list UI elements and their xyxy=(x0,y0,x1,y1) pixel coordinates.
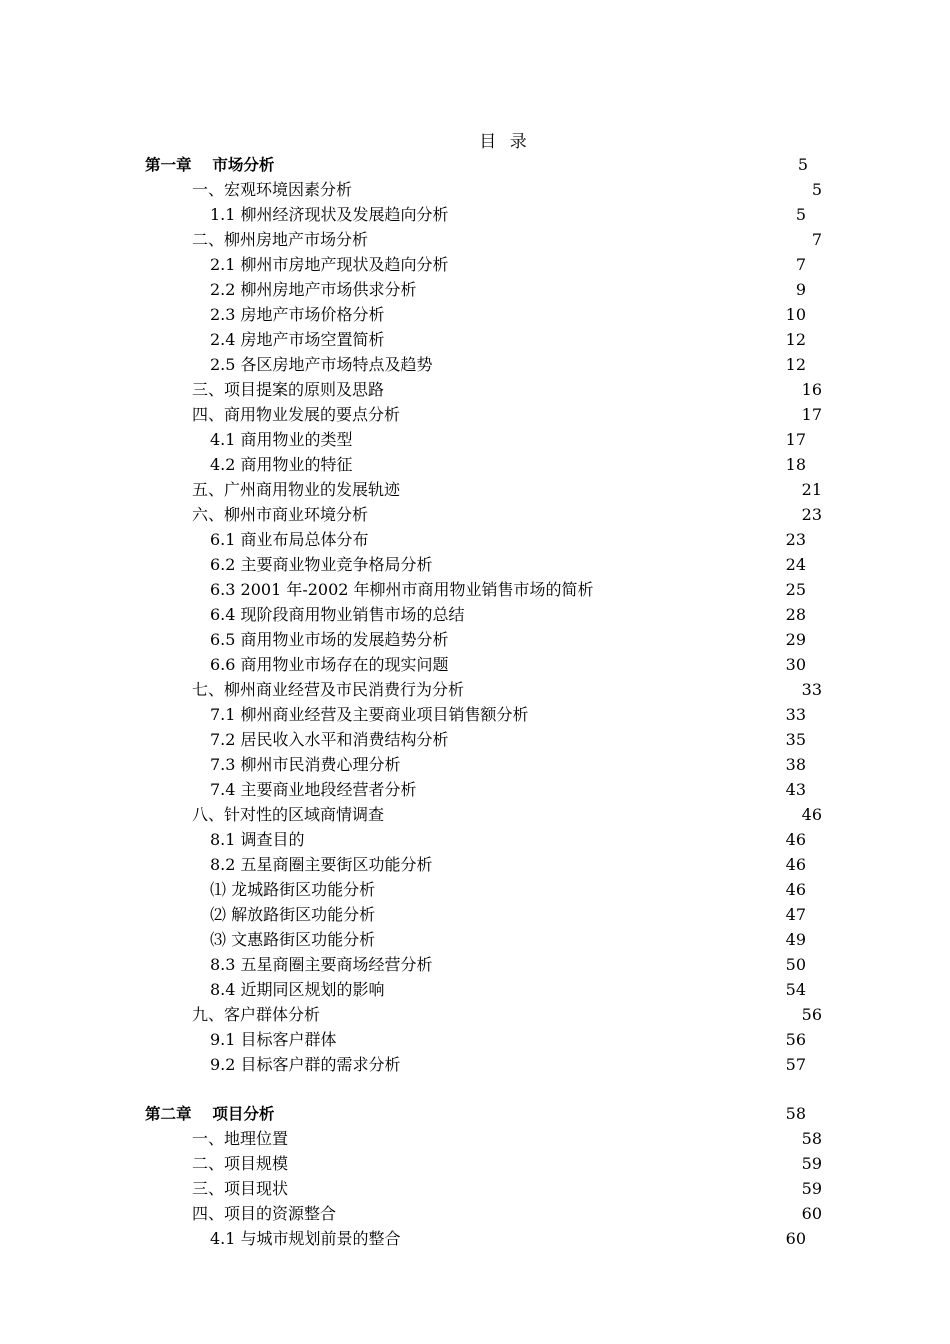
toc-page-number: 46 xyxy=(785,880,806,899)
toc-page-number: 58 xyxy=(785,1104,806,1123)
toc-entry[interactable] xyxy=(192,228,822,252)
toc-label: 二、项目规模 xyxy=(192,1154,289,1173)
toc-label: 2.2 柳州房地产市场供求分析 xyxy=(210,280,417,299)
toc-label: 8.2 五星商圈主要街区功能分析 xyxy=(210,855,433,874)
toc-entry[interactable] xyxy=(192,1003,822,1027)
toc-page-number: 56 xyxy=(801,1005,822,1024)
toc-label: 9.2 目标客户群的需求分析 xyxy=(210,1055,401,1074)
toc-entry[interactable] xyxy=(192,1202,822,1226)
toc-entry[interactable] xyxy=(192,378,822,402)
toc-entry[interactable] xyxy=(192,178,822,202)
toc-label: 7.2 居民收入水平和消费结构分析 xyxy=(210,730,449,749)
toc-label: 四、商用物业发展的要点分析 xyxy=(192,405,401,424)
toc-entry[interactable] xyxy=(210,453,806,477)
toc-entry[interactable] xyxy=(210,653,806,677)
toc-label: 4.1 商用物业的类型 xyxy=(210,430,353,449)
toc-label: 2.5 各区房地产市场特点及趋势 xyxy=(210,355,433,374)
toc-entry[interactable] xyxy=(210,1227,806,1251)
toc-label: 7.4 主要商业地段经营者分析 xyxy=(210,780,417,799)
toc-page-number: 60 xyxy=(785,1229,806,1248)
toc-page-number: 58 xyxy=(801,1129,822,1148)
toc-page-number: 28 xyxy=(785,605,806,624)
toc-page-number: 60 xyxy=(801,1204,822,1223)
toc-page-number: 35 xyxy=(785,730,806,749)
toc-entry[interactable] xyxy=(210,878,806,902)
toc-entry[interactable] xyxy=(210,203,806,227)
toc-page-number: 23 xyxy=(785,530,806,549)
toc-page-number: 33 xyxy=(801,680,822,699)
toc-label: 五、广州商用物业的发展轨迹 xyxy=(192,480,401,499)
toc-entry[interactable] xyxy=(210,553,806,577)
toc-label: 6.3 2001 年-2002 年柳州市商用物业销售市场的简析 xyxy=(210,580,594,599)
toc-entry[interactable] xyxy=(192,678,822,702)
toc-entry[interactable] xyxy=(210,703,806,727)
toc-page-number: 43 xyxy=(785,780,806,799)
toc-page-number: 47 xyxy=(785,905,806,924)
toc-label: 7.3 柳州市民消费心理分析 xyxy=(210,755,401,774)
toc-entry[interactable] xyxy=(210,953,806,977)
toc-entry[interactable] xyxy=(210,303,806,327)
toc-page-number: 12 xyxy=(785,355,806,374)
toc-label: 8.3 五星商圈主要商场经营分析 xyxy=(210,955,433,974)
toc-label: 6.6 商用物业市场存在的现实问题 xyxy=(210,655,449,674)
toc-label: 8.4 近期同区规划的影响 xyxy=(210,980,385,999)
toc-page-number: 46 xyxy=(785,830,806,849)
toc-label: 八、针对性的区域商情调查 xyxy=(192,805,385,824)
toc-label: 2.4 房地产市场空置简析 xyxy=(210,330,385,349)
toc-label: 6.1 商业布局总体分布 xyxy=(210,530,369,549)
toc-page-number: 10 xyxy=(785,305,806,324)
toc-entry[interactable] xyxy=(210,353,806,377)
toc-page-number: 23 xyxy=(801,505,822,524)
toc-label: 6.5 商用物业市场的发展趋势分析 xyxy=(210,630,449,649)
toc-entry[interactable] xyxy=(192,503,822,527)
toc-label: ⑴ 龙城路街区功能分析 xyxy=(210,880,376,899)
toc-entry[interactable] xyxy=(210,828,806,852)
toc-label: 8.1 调查目的 xyxy=(210,830,305,849)
toc-page-number: 7 xyxy=(811,230,822,249)
toc-title: 目 录 xyxy=(479,132,531,152)
toc-label: 6.2 主要商业物业竞争格局分析 xyxy=(210,555,433,574)
toc-entry[interactable] xyxy=(210,778,806,802)
toc-page-number: 30 xyxy=(785,655,806,674)
toc-label: 三、项目提案的原则及思路 xyxy=(192,380,385,399)
toc-page-number: 5 xyxy=(797,155,808,174)
toc-page-number: 25 xyxy=(785,580,806,599)
toc-entry[interactable] xyxy=(145,1102,806,1126)
toc-entry[interactable] xyxy=(210,853,806,877)
toc-page-number: 16 xyxy=(801,380,822,399)
toc-entry[interactable] xyxy=(210,728,806,752)
toc-page-number: 57 xyxy=(785,1055,806,1074)
toc-entry[interactable] xyxy=(145,153,808,177)
toc-page-number: 46 xyxy=(801,805,822,824)
toc-entry[interactable] xyxy=(210,528,806,552)
toc-entry[interactable] xyxy=(210,578,806,602)
toc-entry[interactable] xyxy=(192,478,822,502)
toc-page-number: 59 xyxy=(801,1154,822,1173)
toc-page-number: 18 xyxy=(785,455,806,474)
toc-entry[interactable] xyxy=(210,903,806,927)
toc-page-number: 7 xyxy=(795,255,806,274)
toc-label: 六、柳州市商业环境分析 xyxy=(192,505,369,524)
toc-entry[interactable] xyxy=(210,253,806,277)
toc-label: 第二章 项目分析 xyxy=(145,1105,275,1123)
toc-page-number: 46 xyxy=(785,855,806,874)
toc-label: 一、宏观环境因素分析 xyxy=(192,180,353,199)
toc-label: 7.1 柳州商业经营及主要商业项目销售额分析 xyxy=(210,705,529,724)
toc-page-number: 38 xyxy=(785,755,806,774)
toc-entry[interactable] xyxy=(210,428,806,452)
toc-entry[interactable] xyxy=(210,603,806,627)
toc-label: 4.2 商用物业的特征 xyxy=(210,455,353,474)
toc-entry[interactable] xyxy=(192,1152,822,1176)
toc-page-number: 49 xyxy=(785,930,806,949)
toc-entry[interactable] xyxy=(210,978,806,1002)
toc-label: 一、地理位置 xyxy=(192,1129,289,1148)
toc-label: 6.4 现阶段商用物业销售市场的总结 xyxy=(210,605,465,624)
toc-page-number: 29 xyxy=(785,630,806,649)
toc-page-number: 50 xyxy=(785,955,806,974)
toc-page-number: 56 xyxy=(785,1030,806,1049)
toc-entry[interactable] xyxy=(192,1177,822,1201)
toc-entry[interactable] xyxy=(210,1053,806,1077)
toc-page-number: 17 xyxy=(785,430,806,449)
toc-entry[interactable] xyxy=(210,753,806,777)
toc-entry[interactable] xyxy=(210,928,806,952)
toc-label: 二、柳州房地产市场分析 xyxy=(192,230,369,249)
toc-page-number: 17 xyxy=(801,405,822,424)
toc-page-number: 9 xyxy=(795,280,806,299)
toc-entry[interactable] xyxy=(192,803,822,827)
toc-label: 2.1 柳州市房地产现状及趋向分析 xyxy=(210,255,449,274)
toc-label: 9.1 目标客户群体 xyxy=(210,1030,337,1049)
toc-page-number: 54 xyxy=(785,980,806,999)
toc-entry[interactable] xyxy=(210,328,806,352)
toc-page-number: 24 xyxy=(785,555,806,574)
toc-label: 2.3 房地产市场价格分析 xyxy=(210,305,385,324)
toc-label: 四、项目的资源整合 xyxy=(192,1204,337,1223)
toc-page-number: 21 xyxy=(801,480,822,499)
toc-entry[interactable] xyxy=(210,278,806,302)
toc-entry[interactable] xyxy=(210,628,806,652)
toc-label: 1.1 柳州经济现状及发展趋向分析 xyxy=(210,205,449,224)
toc-label: ⑵ 解放路街区功能分析 xyxy=(210,905,376,924)
toc-label: 第一章 市场分析 xyxy=(145,156,275,174)
toc-entry[interactable] xyxy=(192,403,822,427)
toc-label: 4.1 与城市规划前景的整合 xyxy=(210,1229,401,1248)
toc-page-number: 5 xyxy=(811,180,822,199)
toc-label: ⑶ 文惠路街区功能分析 xyxy=(210,930,376,949)
toc-label: 三、项目现状 xyxy=(192,1179,289,1198)
toc-label: 九、客户群体分析 xyxy=(192,1005,321,1024)
toc-entry[interactable] xyxy=(210,1028,806,1052)
toc-page-number: 33 xyxy=(785,705,806,724)
toc-page-number: 59 xyxy=(801,1179,822,1198)
toc-label: 七、柳州商业经营及市民消费行为分析 xyxy=(192,680,465,699)
toc-page-number: 12 xyxy=(785,330,806,349)
toc-entry[interactable] xyxy=(192,1127,822,1151)
toc-page-number: 5 xyxy=(795,205,806,224)
